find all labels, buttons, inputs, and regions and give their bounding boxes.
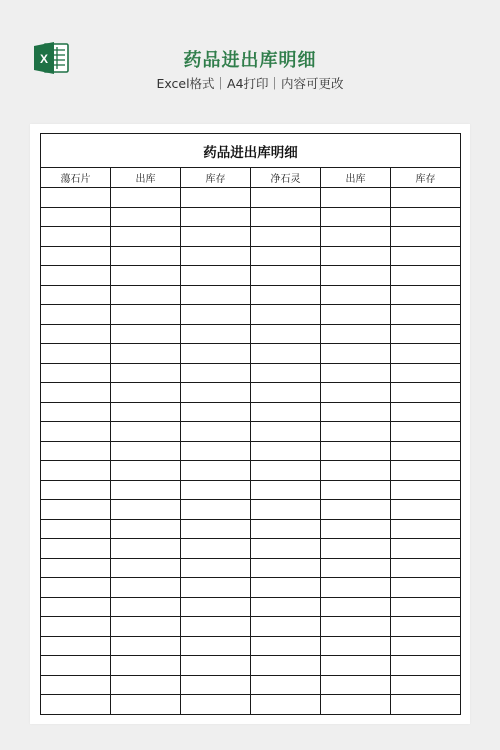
table-cell bbox=[321, 383, 391, 403]
table-cell bbox=[111, 597, 181, 617]
table-cell bbox=[41, 441, 111, 461]
table-cell bbox=[391, 617, 461, 637]
table-cell bbox=[41, 422, 111, 442]
table-cell bbox=[391, 266, 461, 286]
table-cell bbox=[181, 266, 251, 286]
table-cell bbox=[111, 363, 181, 383]
table-cell bbox=[41, 266, 111, 286]
table-row bbox=[41, 344, 461, 364]
table-row bbox=[41, 363, 461, 383]
table-row bbox=[41, 383, 461, 403]
table-cell bbox=[251, 675, 321, 695]
table-cell bbox=[111, 675, 181, 695]
table-cell bbox=[251, 636, 321, 656]
table-cell bbox=[391, 363, 461, 383]
table-cell bbox=[251, 441, 321, 461]
table-row bbox=[41, 246, 461, 266]
table-cell bbox=[111, 480, 181, 500]
table-cell bbox=[181, 558, 251, 578]
page-title: 药品进出库明细 bbox=[183, 50, 317, 71]
table-cell bbox=[41, 675, 111, 695]
table-cell bbox=[321, 363, 391, 383]
table-cell bbox=[391, 461, 461, 481]
table-row bbox=[41, 285, 461, 305]
table-cell bbox=[181, 675, 251, 695]
table-cell bbox=[181, 656, 251, 676]
table-cell bbox=[391, 383, 461, 403]
table-cell bbox=[251, 363, 321, 383]
table-cell bbox=[111, 324, 181, 344]
table-cell bbox=[391, 285, 461, 305]
table-cell bbox=[41, 285, 111, 305]
table-cell bbox=[181, 539, 251, 559]
table-row bbox=[41, 422, 461, 442]
table-cell bbox=[321, 246, 391, 266]
table-cell bbox=[181, 227, 251, 247]
table-cell bbox=[321, 188, 391, 208]
table-cell bbox=[181, 383, 251, 403]
table-cell bbox=[251, 617, 321, 637]
table-cell bbox=[321, 656, 391, 676]
table-cell bbox=[391, 227, 461, 247]
table-cell bbox=[321, 636, 391, 656]
table-row bbox=[41, 675, 461, 695]
table-row bbox=[41, 558, 461, 578]
table-cell bbox=[321, 422, 391, 442]
table-cell bbox=[391, 422, 461, 442]
table-cell bbox=[251, 480, 321, 500]
table-cell bbox=[41, 363, 111, 383]
table-cell bbox=[391, 656, 461, 676]
table-row bbox=[41, 461, 461, 481]
table-cell bbox=[181, 695, 251, 715]
table-cell bbox=[181, 441, 251, 461]
table-cell bbox=[321, 519, 391, 539]
table-cell bbox=[111, 578, 181, 598]
table-cell bbox=[321, 402, 391, 422]
table-cell bbox=[111, 500, 181, 520]
table-cell bbox=[41, 188, 111, 208]
table-cell bbox=[391, 558, 461, 578]
table-row bbox=[41, 266, 461, 286]
table-row bbox=[41, 500, 461, 520]
table-cell bbox=[111, 636, 181, 656]
table-cell bbox=[181, 500, 251, 520]
table-cell bbox=[391, 207, 461, 227]
table-cell bbox=[41, 344, 111, 364]
table-cell bbox=[321, 324, 391, 344]
table-cell bbox=[41, 324, 111, 344]
table-cell bbox=[181, 597, 251, 617]
table-cell bbox=[41, 305, 111, 325]
table-cell bbox=[321, 344, 391, 364]
table-cell bbox=[391, 480, 461, 500]
table-cell bbox=[321, 675, 391, 695]
table-cell bbox=[321, 695, 391, 715]
column-header: 库存 bbox=[391, 168, 461, 188]
table-cell bbox=[391, 519, 461, 539]
table-cell bbox=[251, 324, 321, 344]
table-cell bbox=[41, 383, 111, 403]
table-cell bbox=[321, 441, 391, 461]
table-row bbox=[41, 402, 461, 422]
table-cell bbox=[251, 266, 321, 286]
table-cell bbox=[251, 227, 321, 247]
table-cell bbox=[391, 246, 461, 266]
document-sheet bbox=[30, 124, 470, 724]
column-header: 净石灵 bbox=[251, 168, 321, 188]
table-title: 药品进出库明细 bbox=[41, 134, 461, 168]
table-cell bbox=[111, 617, 181, 637]
table-cell bbox=[391, 636, 461, 656]
table-cell bbox=[111, 461, 181, 481]
table-cell bbox=[111, 558, 181, 578]
table-cell bbox=[391, 188, 461, 208]
table-row bbox=[41, 636, 461, 656]
table-cell bbox=[111, 188, 181, 208]
table-cell bbox=[41, 539, 111, 559]
table-cell bbox=[251, 695, 321, 715]
table-row bbox=[41, 188, 461, 208]
table-cell bbox=[251, 519, 321, 539]
table-cell bbox=[391, 441, 461, 461]
table-row bbox=[41, 519, 461, 539]
column-header: 蕩石片 bbox=[41, 168, 111, 188]
table-cell bbox=[181, 363, 251, 383]
inventory-table bbox=[40, 133, 461, 715]
table-cell bbox=[111, 305, 181, 325]
table-cell bbox=[251, 305, 321, 325]
table-cell bbox=[181, 285, 251, 305]
table-cell bbox=[321, 207, 391, 227]
table-cell bbox=[41, 617, 111, 637]
table-cell bbox=[111, 441, 181, 461]
table-cell bbox=[181, 480, 251, 500]
table-cell bbox=[181, 461, 251, 481]
table-cell bbox=[321, 597, 391, 617]
column-header: 出库 bbox=[321, 168, 391, 188]
table-cell bbox=[41, 207, 111, 227]
table-cell bbox=[251, 285, 321, 305]
table-cell bbox=[391, 597, 461, 617]
table-cell bbox=[111, 227, 181, 247]
table-row bbox=[41, 695, 461, 715]
table-cell bbox=[391, 578, 461, 598]
table-cell bbox=[321, 285, 391, 305]
table-row bbox=[41, 441, 461, 461]
table-cell bbox=[41, 461, 111, 481]
table-row bbox=[41, 227, 461, 247]
table-cell bbox=[321, 227, 391, 247]
table-cell bbox=[321, 558, 391, 578]
table-cell bbox=[41, 597, 111, 617]
table-row bbox=[41, 656, 461, 676]
table-cell bbox=[41, 402, 111, 422]
table-cell bbox=[251, 558, 321, 578]
table-cell bbox=[181, 305, 251, 325]
table-cell bbox=[41, 695, 111, 715]
table-cell bbox=[251, 597, 321, 617]
table-cell bbox=[391, 402, 461, 422]
table-cell bbox=[251, 188, 321, 208]
table-cell bbox=[181, 578, 251, 598]
excel-letter: X bbox=[39, 52, 49, 66]
table-cell bbox=[181, 402, 251, 422]
table-row bbox=[41, 207, 461, 227]
table-cell bbox=[251, 656, 321, 676]
table-cell bbox=[111, 266, 181, 286]
table-row bbox=[41, 324, 461, 344]
table-row bbox=[41, 539, 461, 559]
table-cell bbox=[321, 266, 391, 286]
table-cell bbox=[111, 402, 181, 422]
table-row bbox=[41, 597, 461, 617]
table-cell bbox=[41, 519, 111, 539]
table-cell bbox=[41, 636, 111, 656]
table-cell bbox=[111, 207, 181, 227]
table-cell bbox=[321, 578, 391, 598]
column-header: 出库 bbox=[111, 168, 181, 188]
table-cell bbox=[321, 617, 391, 637]
table-cell bbox=[391, 539, 461, 559]
table-cell bbox=[321, 500, 391, 520]
table-cell bbox=[181, 422, 251, 442]
column-header: 库存 bbox=[181, 168, 251, 188]
table-cell bbox=[251, 500, 321, 520]
table-cell bbox=[111, 519, 181, 539]
table-cell bbox=[111, 383, 181, 403]
table-cell bbox=[251, 422, 321, 442]
table-cell bbox=[181, 636, 251, 656]
table-cell bbox=[181, 344, 251, 364]
table-cell bbox=[391, 344, 461, 364]
table-cell bbox=[41, 227, 111, 247]
table-cell bbox=[181, 617, 251, 637]
table-cell bbox=[391, 324, 461, 344]
table-cell bbox=[181, 188, 251, 208]
table-cell bbox=[251, 539, 321, 559]
table-cell bbox=[391, 675, 461, 695]
table-cell bbox=[111, 344, 181, 364]
table-row bbox=[41, 305, 461, 325]
table-cell bbox=[251, 344, 321, 364]
table-cell bbox=[111, 695, 181, 715]
table-row bbox=[41, 480, 461, 500]
page-subtitle: Excel格式｜A4打印｜内容可更改 bbox=[156, 76, 344, 91]
table-cell bbox=[251, 383, 321, 403]
table-cell bbox=[41, 578, 111, 598]
table-cell bbox=[391, 305, 461, 325]
table-cell bbox=[41, 480, 111, 500]
table-row bbox=[41, 578, 461, 598]
table-cell bbox=[41, 246, 111, 266]
table-cell bbox=[251, 578, 321, 598]
table-cell bbox=[251, 402, 321, 422]
table-cell bbox=[321, 539, 391, 559]
table-cell bbox=[111, 285, 181, 305]
table-row bbox=[41, 617, 461, 637]
table-cell bbox=[251, 246, 321, 266]
table-cell bbox=[111, 656, 181, 676]
table-cell bbox=[181, 246, 251, 266]
table-cell bbox=[111, 422, 181, 442]
table-cell bbox=[391, 695, 461, 715]
table-cell bbox=[181, 519, 251, 539]
table-cell bbox=[111, 246, 181, 266]
table-cell bbox=[111, 539, 181, 559]
table-cell bbox=[251, 461, 321, 481]
table-cell bbox=[181, 324, 251, 344]
table-cell bbox=[391, 500, 461, 520]
table-cell bbox=[321, 305, 391, 325]
table-cell bbox=[251, 207, 321, 227]
table-cell bbox=[41, 656, 111, 676]
table-cell bbox=[321, 480, 391, 500]
table-cell bbox=[41, 500, 111, 520]
table-cell bbox=[321, 461, 391, 481]
table-cell bbox=[181, 207, 251, 227]
table-cell bbox=[41, 558, 111, 578]
